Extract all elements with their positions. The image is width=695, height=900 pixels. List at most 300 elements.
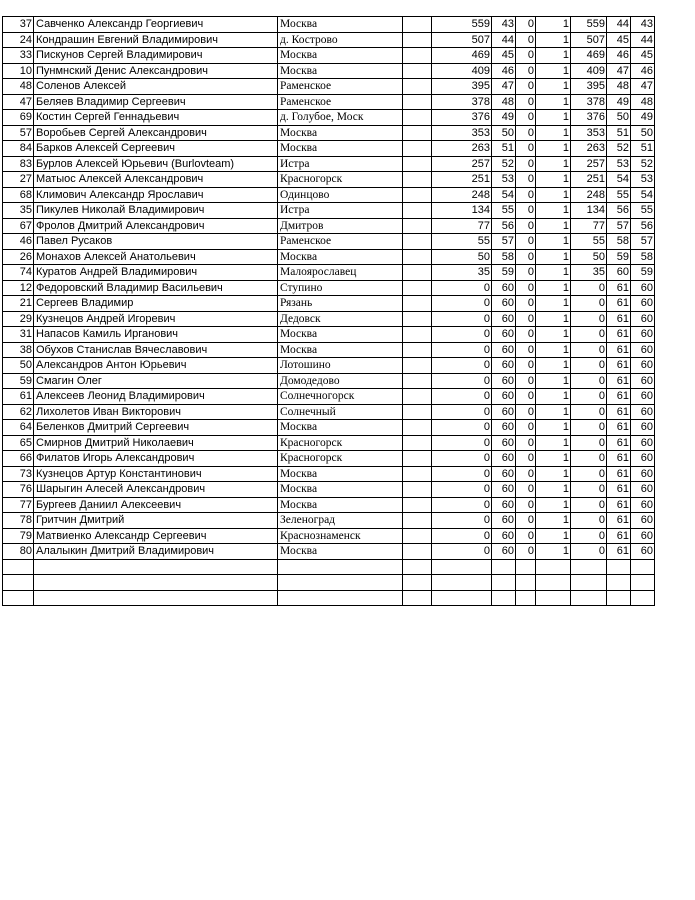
rank-cell: 51 bbox=[607, 125, 631, 141]
place-cell: 60 bbox=[492, 358, 516, 374]
zero-cell: 0 bbox=[516, 513, 536, 529]
city-cell: д. Кострово bbox=[278, 32, 403, 48]
rank-cell: 61 bbox=[607, 420, 631, 436]
blank-cell bbox=[403, 311, 432, 327]
table-row bbox=[3, 156, 655, 172]
table-row bbox=[3, 389, 655, 405]
points-cell: 0 bbox=[432, 513, 492, 529]
rank-cell: 61 bbox=[607, 451, 631, 467]
one-cell: 1 bbox=[536, 544, 571, 560]
total-cell bbox=[571, 590, 607, 606]
rank-cell: 61 bbox=[607, 528, 631, 544]
rank-cell: 47 bbox=[607, 63, 631, 79]
blank-cell bbox=[403, 404, 432, 420]
table-row bbox=[3, 48, 655, 64]
participant-number-cell: 10 bbox=[3, 63, 34, 79]
place-cell: 55 bbox=[492, 203, 516, 219]
city-cell: Солнечный bbox=[278, 404, 403, 420]
one-cell bbox=[536, 559, 571, 575]
table-row bbox=[3, 32, 655, 48]
one-cell: 1 bbox=[536, 94, 571, 110]
zero-cell: 0 bbox=[516, 48, 536, 64]
rank-cell: 61 bbox=[607, 482, 631, 498]
total-cell: 0 bbox=[571, 528, 607, 544]
city-cell: Истра bbox=[278, 203, 403, 219]
final-place-cell bbox=[631, 559, 655, 575]
final-place-cell: 60 bbox=[631, 466, 655, 482]
total-cell: 353 bbox=[571, 125, 607, 141]
total-cell: 559 bbox=[571, 17, 607, 33]
place-cell: 45 bbox=[492, 48, 516, 64]
participant-number-cell: 65 bbox=[3, 435, 34, 451]
zero-cell: 0 bbox=[516, 110, 536, 126]
rank-cell: 61 bbox=[607, 497, 631, 513]
city-cell: Ступино bbox=[278, 280, 403, 296]
blank-cell bbox=[403, 79, 432, 95]
place-cell bbox=[492, 575, 516, 591]
zero-cell bbox=[516, 590, 536, 606]
final-place-cell: 60 bbox=[631, 528, 655, 544]
place-cell: 49 bbox=[492, 110, 516, 126]
blank-cell bbox=[403, 451, 432, 467]
rank-cell: 54 bbox=[607, 172, 631, 188]
final-place-cell: 53 bbox=[631, 172, 655, 188]
participant-name-cell: Кондрашин Евгений Владимирович bbox=[34, 32, 278, 48]
participant-number-cell: 59 bbox=[3, 373, 34, 389]
table-row bbox=[3, 311, 655, 327]
total-cell: 0 bbox=[571, 327, 607, 343]
one-cell: 1 bbox=[536, 497, 571, 513]
city-cell: Домодедово bbox=[278, 373, 403, 389]
results-table bbox=[2, 16, 655, 606]
table-row bbox=[3, 513, 655, 529]
blank-cell bbox=[403, 575, 432, 591]
final-place-cell bbox=[631, 575, 655, 591]
participant-number-cell: 84 bbox=[3, 141, 34, 157]
place-cell: 54 bbox=[492, 187, 516, 203]
zero-cell: 0 bbox=[516, 544, 536, 560]
one-cell: 1 bbox=[536, 389, 571, 405]
place-cell: 53 bbox=[492, 172, 516, 188]
final-place-cell: 60 bbox=[631, 544, 655, 560]
total-cell: 507 bbox=[571, 32, 607, 48]
place-cell: 60 bbox=[492, 513, 516, 529]
blank-cell bbox=[403, 482, 432, 498]
zero-cell: 0 bbox=[516, 389, 536, 405]
final-place-cell: 60 bbox=[631, 296, 655, 312]
zero-cell: 0 bbox=[516, 280, 536, 296]
blank-cell bbox=[403, 497, 432, 513]
points-cell: 0 bbox=[432, 420, 492, 436]
final-place-cell: 60 bbox=[631, 327, 655, 343]
blank-cell bbox=[403, 141, 432, 157]
one-cell: 1 bbox=[536, 141, 571, 157]
place-cell: 56 bbox=[492, 218, 516, 234]
table-row bbox=[3, 249, 655, 265]
place-cell: 60 bbox=[492, 389, 516, 405]
one-cell bbox=[536, 590, 571, 606]
city-cell: Раменское bbox=[278, 79, 403, 95]
total-cell: 378 bbox=[571, 94, 607, 110]
zero-cell: 0 bbox=[516, 17, 536, 33]
points-cell: 0 bbox=[432, 342, 492, 358]
zero-cell: 0 bbox=[516, 528, 536, 544]
city-cell: Раменское bbox=[278, 234, 403, 250]
final-place-cell: 55 bbox=[631, 203, 655, 219]
table-row bbox=[3, 327, 655, 343]
city-cell: Малоярославец bbox=[278, 265, 403, 281]
city-cell: Москва bbox=[278, 249, 403, 265]
place-cell: 46 bbox=[492, 63, 516, 79]
one-cell: 1 bbox=[536, 435, 571, 451]
final-place-cell: 54 bbox=[631, 187, 655, 203]
blank-cell bbox=[403, 172, 432, 188]
total-cell: 0 bbox=[571, 435, 607, 451]
one-cell: 1 bbox=[536, 48, 571, 64]
points-cell: 35 bbox=[432, 265, 492, 281]
city-cell: Москва bbox=[278, 482, 403, 498]
zero-cell: 0 bbox=[516, 249, 536, 265]
zero-cell: 0 bbox=[516, 94, 536, 110]
place-cell: 60 bbox=[492, 482, 516, 498]
blank-cell bbox=[403, 234, 432, 250]
total-cell: 50 bbox=[571, 249, 607, 265]
total-cell: 55 bbox=[571, 234, 607, 250]
city-cell bbox=[278, 590, 403, 606]
table-row bbox=[3, 172, 655, 188]
participant-name-cell: Климович Александр Ярославич bbox=[34, 187, 278, 203]
one-cell: 1 bbox=[536, 513, 571, 529]
place-cell: 48 bbox=[492, 94, 516, 110]
place-cell: 60 bbox=[492, 451, 516, 467]
rank-cell: 55 bbox=[607, 187, 631, 203]
final-place-cell: 60 bbox=[631, 435, 655, 451]
table-row bbox=[3, 451, 655, 467]
final-place-cell: 60 bbox=[631, 389, 655, 405]
zero-cell bbox=[516, 575, 536, 591]
city-cell bbox=[278, 559, 403, 575]
blank-cell bbox=[403, 110, 432, 126]
one-cell: 1 bbox=[536, 327, 571, 343]
zero-cell: 0 bbox=[516, 373, 536, 389]
participant-number-cell: 69 bbox=[3, 110, 34, 126]
participant-name-cell: Алексеев Леонид Владимирович bbox=[34, 389, 278, 405]
city-cell: Москва bbox=[278, 466, 403, 482]
one-cell: 1 bbox=[536, 63, 571, 79]
table-row bbox=[3, 466, 655, 482]
place-cell: 52 bbox=[492, 156, 516, 172]
one-cell: 1 bbox=[536, 110, 571, 126]
table-row bbox=[3, 528, 655, 544]
one-cell: 1 bbox=[536, 466, 571, 482]
table-row bbox=[3, 218, 655, 234]
participant-number-cell: 35 bbox=[3, 203, 34, 219]
city-cell: Москва bbox=[278, 497, 403, 513]
table-row bbox=[3, 590, 655, 606]
rank-cell: 61 bbox=[607, 466, 631, 482]
points-cell: 0 bbox=[432, 389, 492, 405]
participant-name-cell: Пискунов Сергей Владимирович bbox=[34, 48, 278, 64]
participant-name-cell: Беляев Владимир Сергеевич bbox=[34, 94, 278, 110]
place-cell: 57 bbox=[492, 234, 516, 250]
table-row bbox=[3, 79, 655, 95]
participant-name-cell: Куратов Андрей Владимирович bbox=[34, 265, 278, 281]
one-cell: 1 bbox=[536, 311, 571, 327]
points-cell: 0 bbox=[432, 404, 492, 420]
results-body bbox=[3, 17, 655, 606]
city-cell: Рязань bbox=[278, 296, 403, 312]
participant-number-cell: 78 bbox=[3, 513, 34, 529]
blank-cell bbox=[403, 590, 432, 606]
blank-cell bbox=[403, 265, 432, 281]
participant-name-cell: Смагин Олег bbox=[34, 373, 278, 389]
rank-cell: 61 bbox=[607, 342, 631, 358]
total-cell: 0 bbox=[571, 373, 607, 389]
place-cell: 60 bbox=[492, 296, 516, 312]
zero-cell: 0 bbox=[516, 265, 536, 281]
city-cell: Солнечногорск bbox=[278, 389, 403, 405]
final-place-cell: 57 bbox=[631, 234, 655, 250]
final-place-cell: 60 bbox=[631, 358, 655, 374]
points-cell: 0 bbox=[432, 544, 492, 560]
rank-cell: 50 bbox=[607, 110, 631, 126]
points-cell: 55 bbox=[432, 234, 492, 250]
one-cell: 1 bbox=[536, 482, 571, 498]
participant-number-cell: 74 bbox=[3, 265, 34, 281]
place-cell bbox=[492, 559, 516, 575]
participant-name-cell: Фролов Дмитрий Александрович bbox=[34, 218, 278, 234]
participant-number-cell: 61 bbox=[3, 389, 34, 405]
participant-number-cell: 64 bbox=[3, 420, 34, 436]
rank-cell: 61 bbox=[607, 280, 631, 296]
one-cell: 1 bbox=[536, 172, 571, 188]
table-row bbox=[3, 110, 655, 126]
table-row bbox=[3, 373, 655, 389]
table-row bbox=[3, 559, 655, 575]
city-cell: Москва bbox=[278, 420, 403, 436]
place-cell: 60 bbox=[492, 497, 516, 513]
city-cell: Красногорск bbox=[278, 451, 403, 467]
place-cell: 43 bbox=[492, 17, 516, 33]
city-cell: Москва bbox=[278, 125, 403, 141]
blank-cell bbox=[403, 513, 432, 529]
blank-cell bbox=[403, 125, 432, 141]
table-row bbox=[3, 497, 655, 513]
table-row bbox=[3, 141, 655, 157]
city-cell: Краснознаменск bbox=[278, 528, 403, 544]
final-place-cell bbox=[631, 590, 655, 606]
participant-name-cell: Воробьев Сергей Александрович bbox=[34, 125, 278, 141]
table-row bbox=[3, 125, 655, 141]
table-row bbox=[3, 63, 655, 79]
place-cell: 59 bbox=[492, 265, 516, 281]
total-cell: 77 bbox=[571, 218, 607, 234]
participant-name-cell: Пикулев Николай Владимирович bbox=[34, 203, 278, 219]
rank-cell bbox=[607, 590, 631, 606]
table-row bbox=[3, 94, 655, 110]
final-place-cell: 60 bbox=[631, 451, 655, 467]
total-cell: 0 bbox=[571, 451, 607, 467]
participant-name-cell: Бургеев Даниил Алексеевич bbox=[34, 497, 278, 513]
zero-cell: 0 bbox=[516, 156, 536, 172]
place-cell: 60 bbox=[492, 404, 516, 420]
points-cell bbox=[432, 575, 492, 591]
rank-cell: 61 bbox=[607, 327, 631, 343]
city-cell: д. Голубое, Моск bbox=[278, 110, 403, 126]
zero-cell: 0 bbox=[516, 451, 536, 467]
place-cell: 60 bbox=[492, 280, 516, 296]
one-cell: 1 bbox=[536, 420, 571, 436]
rank-cell: 61 bbox=[607, 311, 631, 327]
rank-cell bbox=[607, 575, 631, 591]
participant-name-cell: Гритчин Дмитрий bbox=[34, 513, 278, 529]
table-row bbox=[3, 234, 655, 250]
rank-cell: 58 bbox=[607, 234, 631, 250]
participant-number-cell: 62 bbox=[3, 404, 34, 420]
city-cell: Раменское bbox=[278, 94, 403, 110]
one-cell: 1 bbox=[536, 156, 571, 172]
blank-cell bbox=[403, 358, 432, 374]
blank-cell bbox=[403, 156, 432, 172]
table-row bbox=[3, 575, 655, 591]
blank-cell bbox=[403, 420, 432, 436]
one-cell: 1 bbox=[536, 17, 571, 33]
participant-name-cell: Костин Сергей Геннадьевич bbox=[34, 110, 278, 126]
zero-cell: 0 bbox=[516, 218, 536, 234]
final-place-cell: 52 bbox=[631, 156, 655, 172]
points-cell: 409 bbox=[432, 63, 492, 79]
place-cell: 50 bbox=[492, 125, 516, 141]
table-row bbox=[3, 420, 655, 436]
zero-cell: 0 bbox=[516, 32, 536, 48]
rank-cell: 46 bbox=[607, 48, 631, 64]
one-cell: 1 bbox=[536, 280, 571, 296]
final-place-cell: 51 bbox=[631, 141, 655, 157]
participant-number-cell: 24 bbox=[3, 32, 34, 48]
total-cell: 0 bbox=[571, 311, 607, 327]
points-cell bbox=[432, 590, 492, 606]
blank-cell bbox=[403, 17, 432, 33]
points-cell: 248 bbox=[432, 187, 492, 203]
participant-name-cell: Бурлов Алексей Юрьевич (Burlovteam) bbox=[34, 156, 278, 172]
zero-cell: 0 bbox=[516, 234, 536, 250]
table-row bbox=[3, 280, 655, 296]
place-cell bbox=[492, 590, 516, 606]
participant-name-cell: Беленков Дмитрий Сергеевич bbox=[34, 420, 278, 436]
one-cell: 1 bbox=[536, 451, 571, 467]
participant-name-cell: Лихолетов Иван Викторович bbox=[34, 404, 278, 420]
city-cell: Дмитров bbox=[278, 218, 403, 234]
points-cell: 77 bbox=[432, 218, 492, 234]
zero-cell: 0 bbox=[516, 141, 536, 157]
one-cell: 1 bbox=[536, 125, 571, 141]
points-cell: 378 bbox=[432, 94, 492, 110]
blank-cell bbox=[403, 327, 432, 343]
participant-number-cell: 26 bbox=[3, 249, 34, 265]
blank-cell bbox=[403, 203, 432, 219]
participant-number-cell: 38 bbox=[3, 342, 34, 358]
participant-name-cell: Кузнецов Артур Константинович bbox=[34, 466, 278, 482]
rank-cell: 57 bbox=[607, 218, 631, 234]
zero-cell: 0 bbox=[516, 466, 536, 482]
participant-name-cell: Барков Алексей Сергеевич bbox=[34, 141, 278, 157]
one-cell: 1 bbox=[536, 32, 571, 48]
total-cell: 0 bbox=[571, 389, 607, 405]
points-cell: 50 bbox=[432, 249, 492, 265]
points-cell: 353 bbox=[432, 125, 492, 141]
points-cell: 0 bbox=[432, 482, 492, 498]
city-cell: Москва bbox=[278, 141, 403, 157]
points-cell: 0 bbox=[432, 280, 492, 296]
rank-cell: 48 bbox=[607, 79, 631, 95]
participant-number-cell: 66 bbox=[3, 451, 34, 467]
city-cell: Москва bbox=[278, 48, 403, 64]
table-row bbox=[3, 358, 655, 374]
participant-name-cell: Филатов Игорь Александрович bbox=[34, 451, 278, 467]
one-cell: 1 bbox=[536, 249, 571, 265]
blank-cell bbox=[403, 373, 432, 389]
final-place-cell: 44 bbox=[631, 32, 655, 48]
participant-name-cell: Александров Антон Юрьевич bbox=[34, 358, 278, 374]
participant-name-cell: Савченко Александр Георгиевич bbox=[34, 17, 278, 33]
table-row bbox=[3, 544, 655, 560]
points-cell: 0 bbox=[432, 466, 492, 482]
place-cell: 60 bbox=[492, 311, 516, 327]
table-row bbox=[3, 342, 655, 358]
blank-cell bbox=[403, 48, 432, 64]
final-place-cell: 58 bbox=[631, 249, 655, 265]
one-cell: 1 bbox=[536, 358, 571, 374]
final-place-cell: 48 bbox=[631, 94, 655, 110]
total-cell: 409 bbox=[571, 63, 607, 79]
total-cell: 251 bbox=[571, 172, 607, 188]
points-cell: 263 bbox=[432, 141, 492, 157]
blank-cell bbox=[403, 32, 432, 48]
participant-number-cell: 21 bbox=[3, 296, 34, 312]
zero-cell: 0 bbox=[516, 435, 536, 451]
city-cell: Одинцово bbox=[278, 187, 403, 203]
zero-cell: 0 bbox=[516, 79, 536, 95]
city-cell: Москва bbox=[278, 63, 403, 79]
participant-number-cell bbox=[3, 559, 34, 575]
zero-cell: 0 bbox=[516, 125, 536, 141]
city-cell: Лотошино bbox=[278, 358, 403, 374]
participant-name-cell bbox=[34, 575, 278, 591]
participant-number-cell: 33 bbox=[3, 48, 34, 64]
blank-cell bbox=[403, 559, 432, 575]
final-place-cell: 60 bbox=[631, 482, 655, 498]
points-cell: 0 bbox=[432, 528, 492, 544]
city-cell: Москва bbox=[278, 342, 403, 358]
points-cell: 257 bbox=[432, 156, 492, 172]
final-place-cell: 60 bbox=[631, 373, 655, 389]
zero-cell: 0 bbox=[516, 172, 536, 188]
place-cell: 60 bbox=[492, 342, 516, 358]
participant-name-cell: Матвиенко Александр Сергеевич bbox=[34, 528, 278, 544]
participant-name-cell: Шарыгин Алесей Александрович bbox=[34, 482, 278, 498]
participant-name-cell bbox=[34, 559, 278, 575]
participant-name-cell bbox=[34, 590, 278, 606]
zero-cell: 0 bbox=[516, 342, 536, 358]
final-place-cell: 49 bbox=[631, 110, 655, 126]
participant-name-cell: Матыос Алексей Александрович bbox=[34, 172, 278, 188]
zero-cell: 0 bbox=[516, 482, 536, 498]
total-cell: 0 bbox=[571, 296, 607, 312]
participant-number-cell: 37 bbox=[3, 17, 34, 33]
total-cell: 0 bbox=[571, 466, 607, 482]
participant-number-cell: 73 bbox=[3, 466, 34, 482]
points-cell: 507 bbox=[432, 32, 492, 48]
